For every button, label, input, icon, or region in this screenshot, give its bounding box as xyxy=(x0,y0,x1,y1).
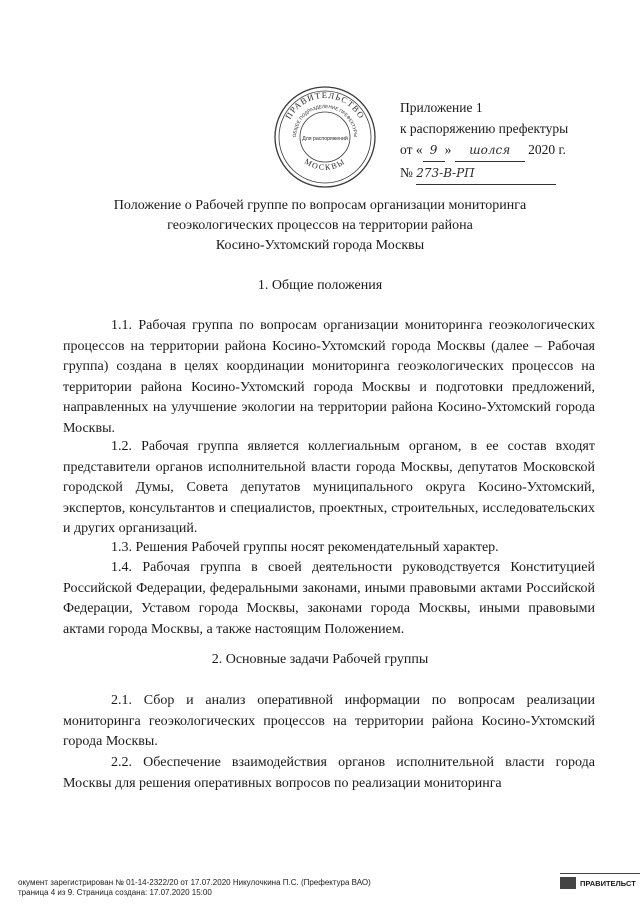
seal-center-text: Для распоряжений xyxy=(302,136,348,142)
footer-page-line: траница 4 из 9. Страница создана: 17.07.2020 15:00 xyxy=(18,888,212,897)
footer-logo-text: ПРАВИТЕЛЬСТ xyxy=(580,879,636,888)
svg-text:ОБЩЕЕ ПОДРАЗДЕЛЕНИЕ ПРЕФЕКТУРЫ xyxy=(292,104,358,138)
paragraph-1-2: 1.2. Рабочая группа является коллегиальным органом, в ее состав входят представители органов исполнительной власти города Москвы, депутатов Московской городской Думы, Совета депутатов муниципального округа Косино-Ухтомский, экспертов, консультантов и специалистов, проектных, строительных, исследовательских и других организаций. xyxy=(63,439,595,536)
appendix-title: Приложение 1 xyxy=(400,100,483,115)
appendix-number: № 273-В-РП xyxy=(400,162,568,185)
seal-top-text: ПРАВИТЕЛЬСТВО xyxy=(283,89,367,121)
appendix-date: от « 9 » шолся 2020 г. xyxy=(400,139,568,162)
svg-text:МОСКВЫ xyxy=(303,157,347,172)
seal-bottom-text: МОСКВЫ xyxy=(302,156,348,172)
paragraph-1-1: 1.1. Рабочая группа по вопросам организации мониторинга геоэкологических процессов на территории района Косино-Ухтомский города Москвы (далее – Рабочая группа) создана в целях координации мониторинга геоэкологических процессов на территории района Косино-Ухтомский города Москвы и подготовки предложений, направленных на улучшение экологии на территории района Косино-Ухтомский города Москвы. xyxy=(63,318,595,436)
footer-logo xyxy=(560,877,640,899)
document-title: Положение о Рабочей группе по вопросам организации мониторинга геоэкологических процессов на территории района Косино-Ухтомский города Москвы xyxy=(113,198,527,253)
section-heading-2: 2. Основные задачи Рабочей группы xyxy=(211,652,429,667)
official-seal xyxy=(272,84,378,190)
handwritten-day: 9 xyxy=(423,140,445,162)
appendix-block xyxy=(400,97,568,185)
paragraph-2-1: 2.1. Сбор и анализ оперативной информации по вопросам реализации мониторинга геоэкологических процессов на территории района Косино-Ухтомский города Москвы. xyxy=(63,693,595,749)
emblem-icon xyxy=(560,877,576,889)
footer-divider xyxy=(560,873,640,874)
appendix-reference: к распоряжению префектуры xyxy=(400,121,569,136)
paragraph-1-3: 1.3. Решения Рабочей группы носят рекомендательный характер. xyxy=(111,540,499,555)
paragraph-1-4: 1.4. Рабочая группа в своей деятельности руководствуется Конституцией Российской Федерации, федеральными законами, иными правовыми актами Российской Федерации, Уставом города Москвы, законами города Москвы, иными правовыми актами города Москвы, а также настоящим Положением. xyxy=(63,560,595,637)
handwritten-number: 273-В-РП xyxy=(416,163,556,185)
handwritten-month: шолся xyxy=(455,140,525,162)
section-heading-1: 1. Общие положения xyxy=(257,278,383,293)
footer-registration-line: окумент зарегистрирован № 01-14-2322/20 от 17.07.2020 Никулочкина П.С. (Префектура ВАО) xyxy=(18,878,371,887)
paragraph-2-2: 2.2. Обеспечение взаимодействия органов исполнительной власти города Москвы для решения оперативных вопросов по реализации мониторинга xyxy=(63,755,595,791)
seal-ring-text: ОБЩЕЕ ПОДРАЗДЕЛЕНИЕ ПРЕФЕКТУРЫ xyxy=(291,103,359,138)
registration-footer xyxy=(18,878,371,898)
